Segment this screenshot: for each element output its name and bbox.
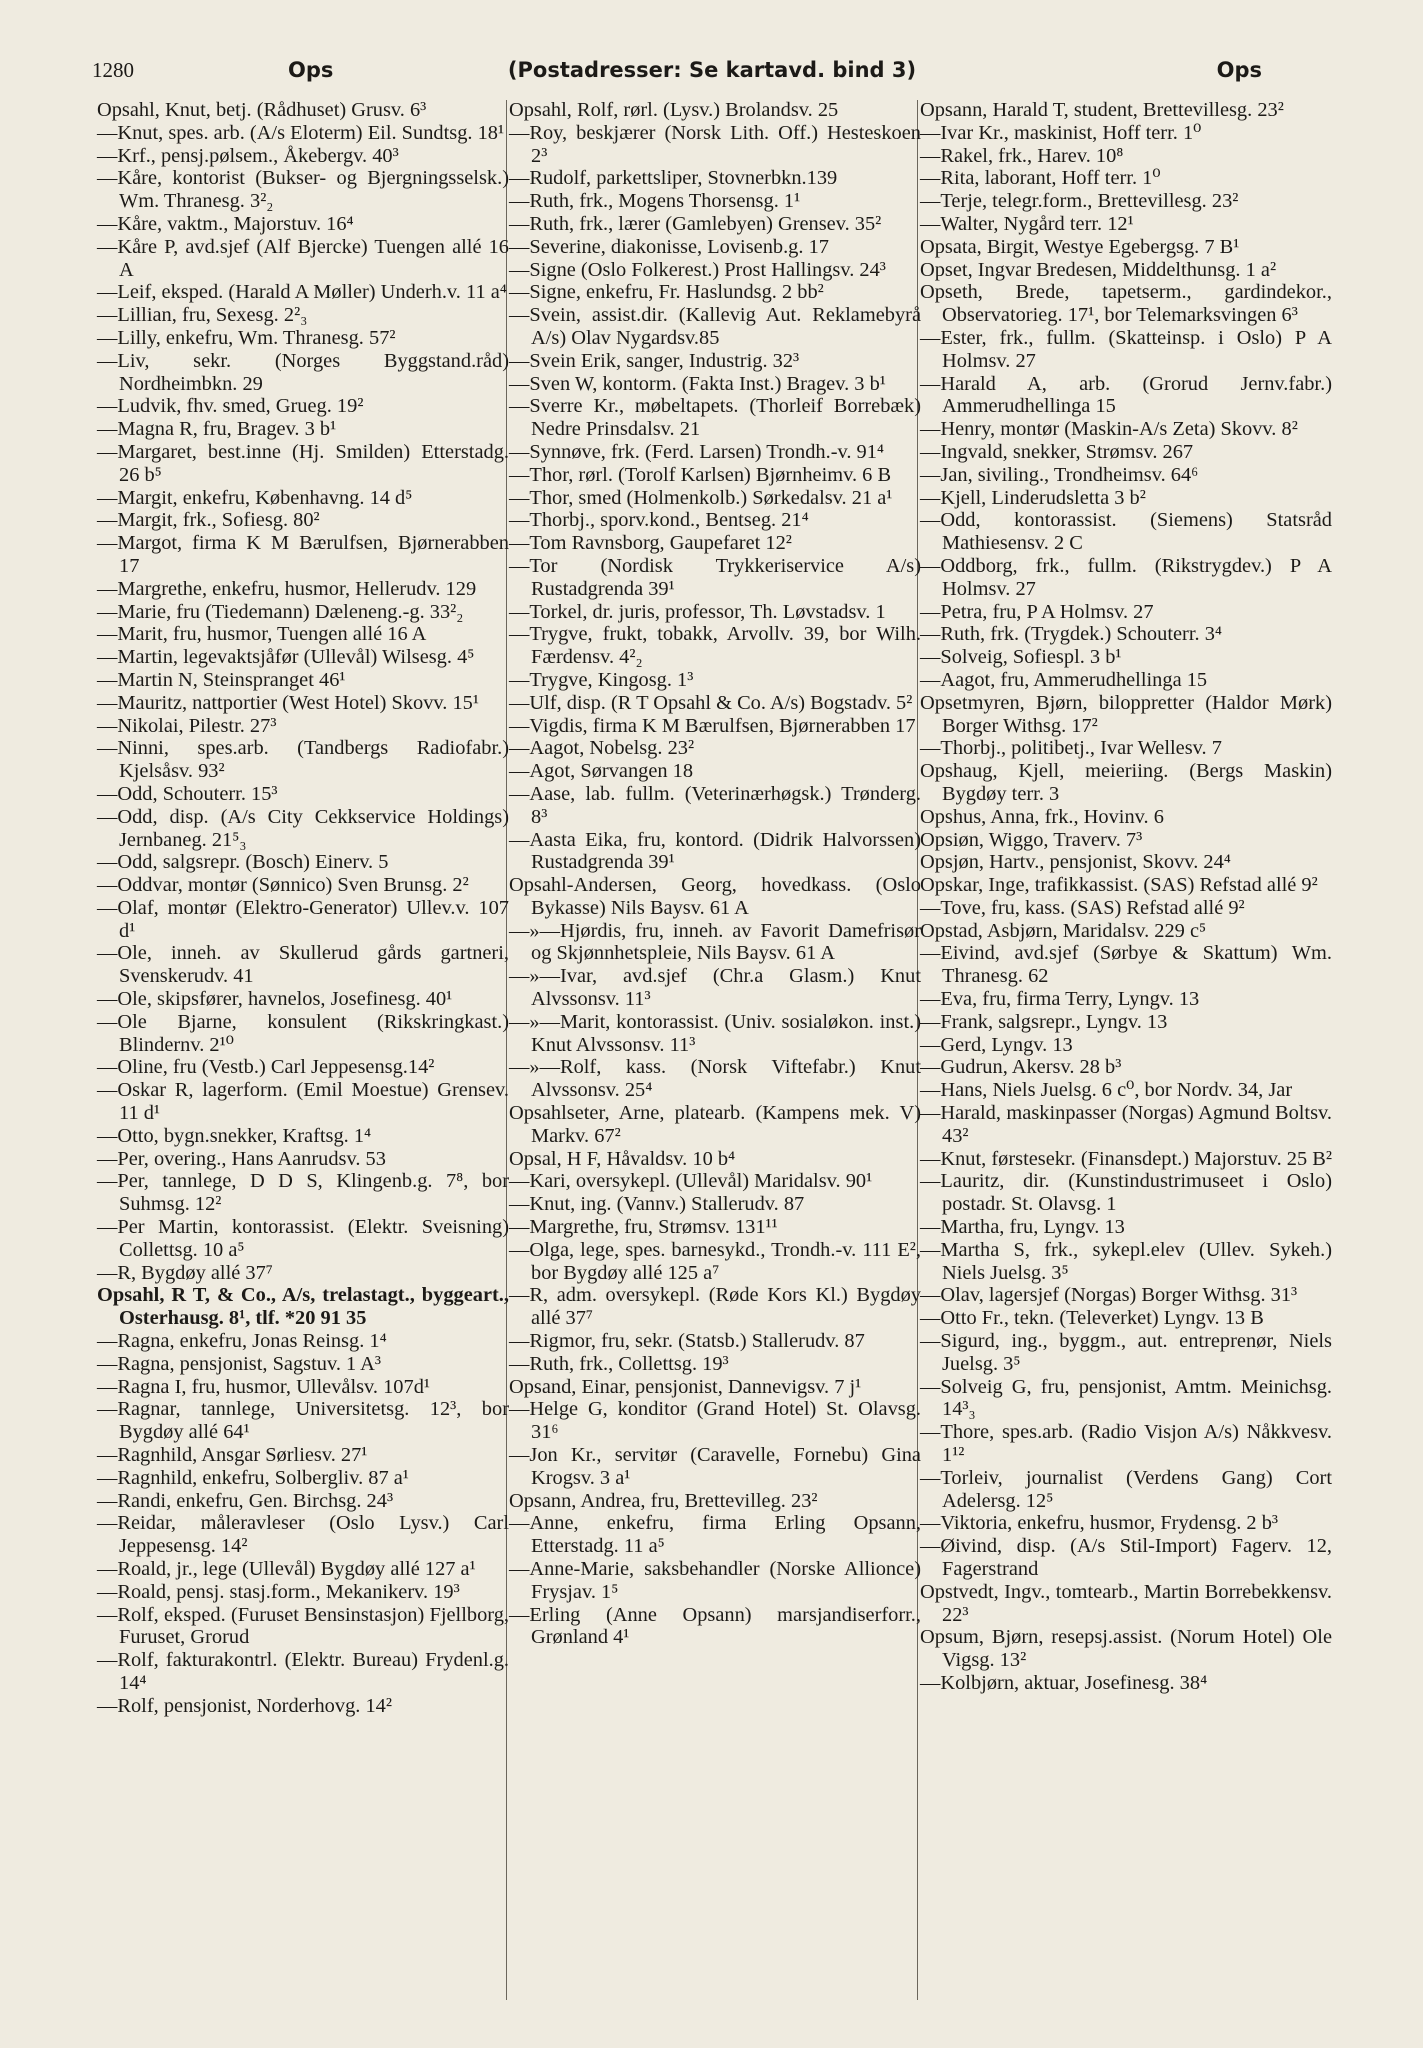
directory-entry: Opsata, Birgit, Westye Egebergsg. 7 B¹ (920, 235, 1240, 258)
directory-entry: —Rudolf, parkettsliper, Stovnerbkn.139 (509, 167, 838, 190)
directory-entry: —Knut, førstesekr. (Finansdept.) Majorstuv. 25 B² (920, 1147, 1332, 1170)
directory-entry: —Margrethe, fru, Strømsv. 131¹¹ (509, 1216, 778, 1239)
directory-entry: —Oddborg, frk., fullm. (Rikstrygdev.) P A Holmsv. 27 (920, 554, 1332, 600)
directory-entry: —»—Ivar, avd.sjef (Chr.a Glasm.) Knut Alvssonsv. 11³ (509, 965, 921, 1011)
directory-entry: —Knut, ing. (Vannv.) Stallerudv. 87 (509, 1193, 805, 1216)
directory-entry: Opskar, Inge, trafikkassist. (SAS) Refstad allé 9² (920, 874, 1318, 897)
directory-entry: —Rolf, eksped. (Furuset Bensinstasjon) Fjellborg, Furuset, Grorud (97, 1603, 509, 1649)
directory-entry: —Gudrun, Akersv. 28 b³ (920, 1056, 1122, 1079)
directory-entry: —Odd, kontorassist. (Siemens) Statsråd Mathiesensv. 2 C (920, 509, 1332, 555)
directory-entry: —Viktoria, enkefru, husmor, Frydensg. 2 b³ (920, 1512, 1279, 1535)
directory-entry: —Otto, bygn.snekker, Kraftsg. 1⁴ (97, 1124, 372, 1147)
header-left-guideword: Ops (288, 58, 334, 82)
directory-entry: —Trygve, frukt, tobakk, Arvollv. 39, bor Wilh. Færdensv. 4²₂ (509, 623, 921, 669)
directory-entry: Opsahl, Rolf, rørl. (Lysv.) Brolandsv. 25 (509, 99, 839, 121)
directory-entry: —Ragna, enkefru, Jonas Reinsg. 1⁴ (97, 1330, 387, 1353)
directory-entry: —Torkel, dr. juris, professor, Th. Løvstadsv. 1 (509, 600, 886, 623)
directory-entry: —Sigurd, ing., byggm., aut. entreprenør, Niels Juelsg. 3⁵ (920, 1330, 1332, 1375)
directory-entry: —Ragna, pensjonist, Sagstuv. 1 A³ (97, 1352, 382, 1375)
directory-entry: —Petra, fru, P A Holmsv. 27 (920, 600, 1154, 623)
directory-entry: —Anne-Marie, saksbehandler (Norske Allionce) Frysjav. 1⁵ (509, 1558, 921, 1603)
directory-entry: —Frank, salgsrepr., Lyngv. 13 (920, 1010, 1168, 1033)
directory-entry: —Per, overing., Hans Aanrudsv. 53 (97, 1147, 386, 1170)
directory-entry: —Gerd, Lyngv. 13 (920, 1033, 1073, 1056)
directory-entry: —Aasta Eika, fru, kontord. (Didrik Halvorssen) Rustadgrenda 39¹ (509, 828, 921, 874)
directory-entry: —»—Rolf, kass. (Norsk Viftefabr.) Knut Alvssonsv. 25⁴ (509, 1056, 921, 1102)
directory-entry: —Eivind, avd.sjef (Sørbye & Skattum) Wm. Thranesg. 62 (920, 942, 1332, 988)
directory-entry: —Synnøve, frk. (Ferd. Larsen) Trondh.-v. 91⁴ (509, 440, 885, 463)
directory-entry: Opsahl-Andersen, Georg, hovedkass. (Oslo Bykasse) Nils Baysv. 61 A (509, 874, 921, 919)
directory-entry: —Olav, lagersjef (Norgas) Borger Withsg. 31³ (920, 1284, 1298, 1307)
directory-entry: —Ragna I, fru, husmor, Ullevålsv. 107d¹ (97, 1375, 430, 1398)
directory-entry: —Svein, assist.dir. (Kallevig Aut. Reklamebyrå A/s) Olav Nygardsv.85 (509, 304, 921, 349)
directory-entry: —Knut, spes. arb. (A/s Eloterm) Eil. Sundtsg. 18¹ (97, 121, 505, 144)
directory-entry: —Margaret, best.inne (Hj. Smilden) Etterstadg. 26 b⁵ (97, 440, 509, 486)
directory-entry: —Martha, fru, Lyngv. 13 (920, 1216, 1125, 1239)
directory-entry: —Rakel, frk., Harev. 10⁸ (920, 144, 1124, 167)
directory-entry: —Sven W, kontorm. (Fakta Inst.) Bragev. 3 b¹ (509, 372, 886, 395)
directory-entry: Opshaug, Kjell, meieriing. (Bergs Maskin) Bygdøy terr. 3 (920, 760, 1332, 805)
directory-entry: —Krf., pensj.pølsem., Åkebergv. 40³ (97, 144, 399, 167)
directory-entry: —Aase, lab. fullm. (Veterinærhøgsk.) Trønderg. 8³ (509, 782, 921, 828)
directory-entry: —Lauritz, dir. (Kunstindustrimuseet i Oslo) postadr. St. Olavsg. 1 (920, 1170, 1332, 1216)
page-header (92, 58, 1332, 90)
directory-entry: —Roald, pensj. stasj.form., Mekanikerv. 19³ (97, 1580, 460, 1603)
directory-entry: —Eva, fru, firma Terry, Lyngv. 13 (920, 988, 1200, 1011)
directory-entry: —Ivar Kr., maskinist, Hoff terr. 1⁰ (920, 121, 1202, 144)
directory-entry: —Leif, eksped. (Harald A Møller) Underh.v. 11 a⁴ (97, 281, 507, 304)
directory-entry: —Trygve, Kingosg. 1³ (509, 668, 694, 691)
column-1 (97, 99, 509, 1718)
directory-entry: —Marit, fru, husmor, Tuengen allé 16 A (97, 623, 427, 646)
directory-entry: —Thorbj., sporv.kond., Bentseg. 21⁴ (509, 509, 809, 532)
directory-entry: —Jan, siviling., Trondheimsv. 64⁶ (920, 463, 1199, 486)
directory-entry: —Kåre, kontorist (Bukser- og Bjergningsselsk.) Wm. Thranesg. 3²₂ (97, 167, 509, 213)
directory-entry: Opsann, Harald T, student, Brettevillesg. 23² (920, 99, 1284, 121)
directory-entry: —Rolf, pensjonist, Norderhovg. 14² (97, 1694, 392, 1717)
directory-entry: —Martha S, frk., sykepl.elev (Ullev. Sykeh.) Niels Juelsg. 3⁵ (920, 1238, 1332, 1284)
directory-entry: Opsum, Bjørn, resepsj.assist. (Norum Hotel) Ole Vigsg. 13² (920, 1626, 1332, 1672)
directory-entry: —Roy, beskjærer (Norsk Lith. Off.) Hesteskoen 2³ (509, 121, 921, 167)
directory-entry: —Kolbjørn, aktuar, Josefinesg. 38⁴ (920, 1671, 1208, 1694)
directory-entry: —Ingvald, snekker, Strømsv. 267 (920, 440, 1194, 463)
directory-entry: —Rigmor, fru, sekr. (Statsb.) Stallerudv. 87 (509, 1330, 865, 1353)
directory-entry: —Lillian, fru, Sexesg. 2²₃ (97, 304, 308, 327)
directory-entry: —Hans, Niels Juelsg. 6 c⁰, bor Nordv. 34, Jar (920, 1079, 1293, 1102)
directory-entry: —Magna R, fru, Bragev. 3 b¹ (97, 418, 337, 441)
directory-entry: —Erling (Anne Opsann) marsjandiserforr., Grønland 4¹ (509, 1603, 921, 1649)
directory-entry: —Ragnar, tannlege, Universitetsg. 12³, bor Bygdøy allé 64¹ (97, 1398, 509, 1444)
directory-entry: —Vigdis, firma K M Bærulfsen, Bjørnerabben 17 (509, 714, 916, 737)
directory-entry: —Sverre Kr., møbeltapets. (Thorleif Borrebæk) Nedre Prinsdalsv. 21 (509, 395, 921, 441)
directory-entry: —Thor, rørl. (Torolf Karlsen) Bjørnheimv. 6 B (509, 463, 892, 486)
directory-entry: —Thorbj., politibetj., Ivar Wellesv. 7 (920, 737, 1222, 760)
directory-entry: Opsahl, Knut, betj. (Rådhuset) Grusv. 6³ (97, 99, 427, 121)
directory-entry: —Jon Kr., servitør (Caravelle, Fornebu) Gina Krogsv. 3 a¹ (509, 1444, 921, 1489)
header-right-guideword: Ops (1216, 58, 1262, 82)
directory-entry: —Helge G, konditor (Grand Hotel) St. Olavsg. 31⁶ (509, 1398, 921, 1444)
directory-entry: —Aagot, fru, Ammerudhellinga 15 (920, 668, 1208, 691)
directory-entry: —Ninni, spes.arb. (Tandbergs Radiofabr.) Kjelsåsv. 93² (97, 737, 509, 783)
directory-entry: —Ole, skipsfører, havnelos, Josefinesg. 40¹ (97, 988, 453, 1011)
directory-entry: —Kjell, Linderudsletta 3 b² (920, 486, 1146, 509)
directory-entry: —Oline, fru (Vestb.) Carl Jeppesensg.14² (97, 1056, 435, 1079)
directory-entry: —Henry, montør (Maskin-A/s Zeta) Skovv. 8² (920, 418, 1298, 441)
directory-entry: —R, Bygdøy allé 37⁷ (97, 1261, 273, 1284)
directory-entry: —Martin N, Steinspranget 46¹ (97, 668, 346, 691)
directory-entry: —Solveig, Sofiespl. 3 b¹ (920, 646, 1122, 669)
directory-entry: —Rita, laborant, Hoff terr. 1⁰ (920, 167, 1161, 190)
directory-entry: —Martin, legevaktsjåfør (Ullevål) Wilsesg. 4⁵ (97, 646, 475, 669)
directory-entry: Opsann, Andrea, fru, Brettevilleg. 23² (509, 1489, 818, 1512)
directory-entry: —Ludvik, fhv. smed, Grueg. 19² (97, 395, 364, 418)
directory-entry: —Margit, enkefru, Københavng. 14 d⁵ (97, 486, 413, 509)
directory-entry: —Svein Erik, sanger, Industrig. 32³ (509, 349, 800, 372)
directory-entry: —Marie, fru (Tiedemann) Dæleneng.-g. 33²₂ (97, 600, 464, 623)
directory-entry: —Ole Bjarne, konsulent (Rikskringkast.) Blindernv. 2¹⁰ (97, 1010, 509, 1056)
directory-entry: —Thore, spes.arb. (Radio Visjon A/s) Nåkkvesv. 1¹² (920, 1421, 1332, 1467)
directory-entry: Opsand, Einar, pensjonist, Dannevigsv. 7 j¹ (509, 1375, 862, 1398)
directory-entry: —Thor, smed (Holmenkolb.) Sørkedalsv. 21 a¹ (509, 486, 893, 509)
directory-entry: —Per, tannlege, D D S, Klingenb.g. 7⁸, bor Suhmsg. 12² (97, 1170, 509, 1216)
directory-entry: —Otto Fr., tekn. (Televerket) Lyngv. 13 B (920, 1307, 1264, 1330)
directory-entry: —Margot, firma K M Bærulfsen, Bjørnerabben 17 (97, 532, 509, 577)
directory-entry: —Signe (Oslo Folkerest.) Prost Hallingsv. 24³ (509, 258, 886, 281)
directory-entry: —Ruth, frk., Mogens Thorsensg. 1¹ (509, 190, 801, 213)
directory-entry: —Aagot, Nobelsg. 23² (509, 737, 695, 760)
directory-entry: —Odd, salgsrepr. (Bosch) Einerv. 5 (97, 851, 389, 874)
directory-entry: —Ulf, disp. (R T Opsahl & Co. A/s) Bogstadv. 5² (509, 691, 913, 714)
directory-entry: —»—Marit, kontorassist. (Univ. sosialøkon. inst.) Knut Alvssonsv. 11³ (509, 1010, 921, 1056)
directory-entry: Opsal, H F, Håvaldsv. 10 b⁴ (509, 1147, 736, 1170)
directory-entry: Opstvedt, Ingv., tomtearb., Martin Borrebekkensv. 22³ (920, 1580, 1332, 1626)
directory-entry: Opsiøn, Wiggo, Traverv. 7³ (920, 828, 1143, 851)
directory-entry: —Øivind, disp. (A/s Stil-Import) Fagerv. 12, Fagerstrand (920, 1535, 1332, 1580)
directory-entry: —Anne, enkefru, firma Erling Opsann, Etterstadg. 11 a⁵ (509, 1512, 921, 1558)
directory-entry: —Tor (Nordisk Trykkeriservice A/s) Rustadgrenda 39¹ (509, 554, 921, 600)
directory-entry: —Nikolai, Pilestr. 27³ (97, 714, 277, 737)
directory-entry: —Margit, frk., Sofiesg. 80² (97, 509, 320, 532)
directory-entry: —Odd, Schouterr. 15³ (97, 782, 278, 805)
directory-entry: —Mauritz, nattportier (West Hotel) Skovv. 15¹ (97, 691, 479, 714)
directory-entry: —Severine, diakonisse, Lovisenb.g. 17 (509, 235, 829, 258)
directory-entry: Opshus, Anna, frk., Hovinv. 6 (920, 805, 1164, 828)
directory-entry: —Ragnhild, enkefru, Solbergliv. 87 a¹ (97, 1466, 409, 1489)
directory-entry: —Ester, frk., fullm. (Skatteinsp. i Oslo) P A Holmsv. 27 (920, 326, 1332, 372)
directory-entry: —Ruth, frk. (Trygdek.) Schouterr. 3⁴ (920, 623, 1222, 646)
directory-entry: —Tom Ravnsborg, Gaupefaret 12² (509, 532, 792, 555)
directory-entry: —Tove, fru, kass. (SAS) Refstad allé 9² (920, 896, 1245, 919)
directory-entry: —Ruth, frk., Collettsg. 19³ (509, 1352, 729, 1375)
directory-entry: —Kari, oversykepl. (Ullevål) Maridalsv. 90¹ (509, 1170, 873, 1193)
directory-entry: —Harald A, arb. (Grorud Jernv.fabr.) Ammerudhellinga 15 (920, 372, 1332, 418)
directory-entry: —Lilly, enkefru, Wm. Thranesg. 57² (97, 326, 396, 349)
directory-entry: —Margrethe, enkefru, husmor, Hellerudv. 129 (97, 577, 477, 600)
directory-entry: —Terje, telegr.form., Brettevillesg. 23² (920, 190, 1239, 213)
directory-entry: —Ole, inneh. av Skullerud gårds gartneri, Svenskerudv. 41 (97, 942, 509, 988)
directory-entry: Opsahlseter, Arne, platearb. (Kampens mek. V) Markv. 67² (509, 1102, 921, 1147)
directory-entry: —Harald, maskinpasser (Norgas) Agmund Boltsv. 43² (920, 1102, 1332, 1147)
directory-entry: Opsetmyren, Bjørn, biloppretter (Haldor Mørk) Borger Withsg. 17² (920, 691, 1332, 737)
directory-entry: —Olaf, montør (Elektro-Generator) Ullev.v. 107 d¹ (97, 896, 509, 942)
directory-entry: —Randi, enkefru, Gen. Birchsg. 24³ (97, 1489, 394, 1512)
header-center-title: (Postadresser: Se kartavd. bind 3) (507, 58, 917, 82)
directory-entry: Opstad, Asbjørn, Maridalsv. 229 c⁵ (920, 919, 1207, 942)
directory-entry: Opsjøn, Hartv., pensjonist, Skovv. 24⁴ (920, 851, 1231, 874)
directory-entry: —»—Hjørdis, fru, inneh. av Favorit Damefrisør og Skjønnhetspleie, Nils Baysv. 61 A (509, 919, 921, 965)
directory-entry: —Torleiv, journalist (Verdens Gang) Cort Adelersg. 12⁵ (920, 1466, 1332, 1512)
directory-entry: —Ragnhild, Ansgar Sørliesv. 27¹ (97, 1444, 368, 1467)
directory-entry: Opset, Ingvar Bredesen, Middelthunsg. 1 a² (920, 258, 1277, 281)
column-3 (920, 99, 1332, 1695)
directory-entry: —Kåre P, avd.sjef (Alf Bjercke) Tuengen allé 16 A (97, 235, 509, 281)
directory-entry: —Reidar, måleravleser (Oslo Lysv.) Carl Jeppesensg. 14² (97, 1512, 509, 1558)
directory-entry: —Odd, disp. (A/s City Cekkservice Holdings) Jernbaneg. 21⁵₃ (97, 805, 509, 851)
directory-entry: —Roald, jr., lege (Ullevål) Bygdøy allé 127 a¹ (97, 1558, 476, 1580)
directory-entry: —Kåre, vaktm., Majorstuv. 16⁴ (97, 212, 354, 235)
directory-entry: —Oskar R, lagerform. (Emil Moestue) Grensev. 11 d¹ (97, 1079, 509, 1125)
directory-entry: —Walter, Nygård terr. 12¹ (920, 212, 1134, 235)
directory-entry: —Signe, enkefru, Fr. Haslundsg. 2 bb² (509, 281, 824, 304)
directory-entry: Opsahl, R T, & Co., A/s, trelastagt., byggeart., Osterhausg. 8¹, tlf. *20 91 35 (97, 1284, 509, 1330)
directory-entry: —Rolf, fakturakontrl. (Elektr. Bureau) Frydenl.g. 14⁴ (97, 1649, 509, 1694)
directory-entry: —Oddvar, montør (Sønnico) Sven Brunsg. 2² (97, 874, 469, 897)
directory-entry: —Liv, sekr. (Norges Byggstand.råd) Nordheimbkn. 29 (97, 349, 509, 395)
directory-entry: —R, adm. oversykepl. (Røde Kors Kl.) Bygdøy allé 37⁷ (509, 1284, 921, 1330)
directory-entry: Opseth, Brede, tapetserm., gardindekor., Observatorieg. 17¹, bor Telemarksvingen 6³ (920, 281, 1332, 327)
directory-entry: —Per Martin, kontorassist. (Elektr. Sveisning) Collettsg. 10 a⁵ (97, 1216, 509, 1261)
column-2 (509, 99, 921, 1649)
directory-entry: —Solveig G, fru, pensjonist, Amtm. Meinichsg. 14³₃ (920, 1375, 1332, 1421)
directory-entry: —Olga, lege, spes. barnesykd., Trondh.-v. 111 E², bor Bygdøy allé 125 a⁷ (509, 1238, 921, 1284)
directory-entry: —Ruth, frk., lærer (Gamlebyen) Grensev. 35² (509, 212, 882, 235)
page-number: 1280 (92, 58, 134, 82)
directory-entry: —Agot, Sørvangen 18 (509, 760, 694, 783)
